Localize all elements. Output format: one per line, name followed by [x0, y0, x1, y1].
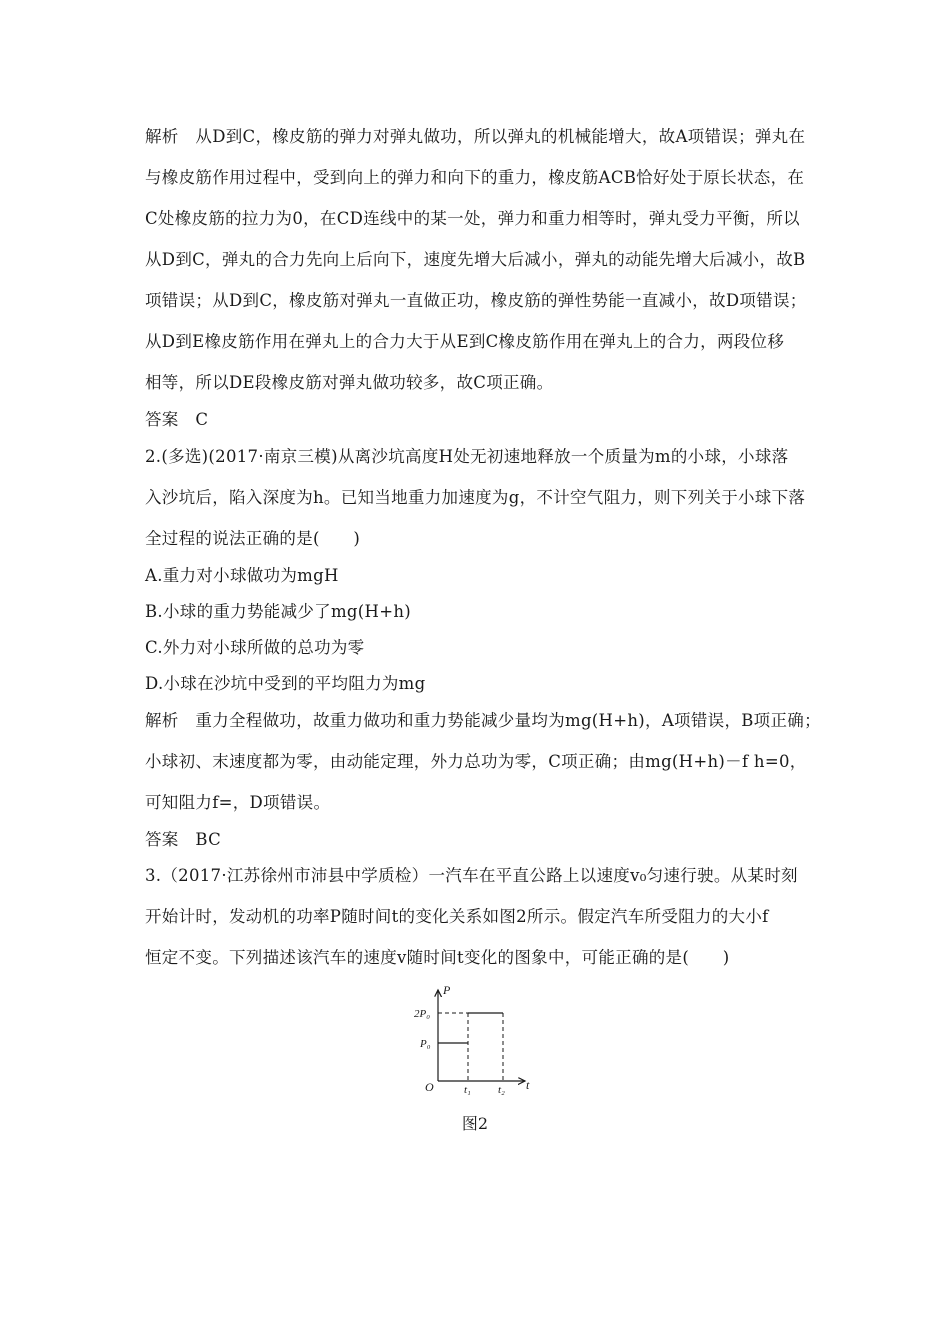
analysis-line-5: 项错误；从D到C，橡皮筋对弹丸一直做正功，橡皮筋的弹性势能一直减小，故D项错误；	[145, 291, 807, 310]
option-d: D.小球在沙坑中受到的平均阻力为mg	[145, 674, 426, 693]
y-axis-label: P	[443, 983, 451, 997]
y-tick-2p0: 2P₀	[414, 1008, 431, 1020]
analysis-2-line-2: 小球初、末速度都为零，由动能定理，外力总功为零，C项正确；由mg(H+h)－f h=0，	[145, 752, 807, 771]
analysis-line-3: C处橡皮筋的拉力为0，在CD连线中的某一处，弹力和重力相等时，弹丸受力平衡，所以	[145, 209, 800, 228]
origin-label: O	[425, 1080, 434, 1094]
x-axis-label: t	[526, 1078, 530, 1092]
question-3-line-1: 3.（2017·江苏徐州市沛县中学质检）一汽车在平直公路上以速度v₀匀速行驶。从某时刻	[145, 866, 798, 885]
option-b: B.小球的重力势能减少了mg(H+h)	[145, 602, 411, 621]
figure-caption: 图2	[461, 1114, 489, 1133]
y-tick-p0: P₀	[420, 1038, 431, 1050]
option-a: A.重力对小球做功为mgH	[145, 566, 339, 585]
answer-line-2: 答案 BC	[145, 830, 222, 849]
option-c: C.外力对小球所做的总功为零	[145, 638, 365, 657]
question-2-line-2: 入沙坑后，陷入深度为h。已知当地重力加速度为g，不计空气阻力，则下列关于小球下落	[145, 488, 806, 507]
question-2-line-1: 2.(多选)(2017·南京三模)从离沙坑高度H处无初速地释放一个质量为m的小球，小球落	[145, 447, 789, 466]
analysis-line-1: 解析 从D到C，橡皮筋的弹力对弹丸做功，所以弹丸的机械能增大，故A项错误；弹丸在	[145, 127, 806, 146]
question-3-line-3: 恒定不变。下列描述该汽车的速度v随时间t变化的图象中，可能正确的是( )	[145, 948, 730, 967]
analysis-line-6: 从D到E橡皮筋作用在弹丸上的合力大于从E到C橡皮筋作用在弹丸上的合力，两段位移	[145, 332, 785, 351]
answer-line-1: 答案 C	[145, 410, 209, 429]
x-tick-t2: t₂	[498, 1084, 505, 1096]
analysis-2-line-3: 可知阻力f=，D项错误。	[145, 793, 331, 812]
analysis-2-line-1: 解析 重力全程做功，故重力做功和重力势能减少量均为mg(H+h)，A项错误，B项正确；	[145, 711, 821, 730]
question-3-line-2: 开始计时，发动机的功率P随时间t的变化关系如图2所示。假定汽车所受阻力的大小f	[145, 907, 769, 926]
x-tick-t1: t₁	[464, 1084, 471, 1096]
question-2-line-3: 全过程的说法正确的是( )	[145, 529, 361, 548]
analysis-line-2: 与橡皮筋作用过程中，受到向上的弹力和向下的重力，橡皮筋ACB恰好处于原长状态，在	[145, 168, 805, 187]
analysis-line-7: 相等，所以DE段橡皮筋对弹丸做功较多，故C项正确。	[145, 373, 554, 392]
analysis-line-4: 从D到C，弹丸的合力先向上后向下，速度先增大后减小，弹丸的动能先增大后减小，故B	[145, 250, 806, 269]
